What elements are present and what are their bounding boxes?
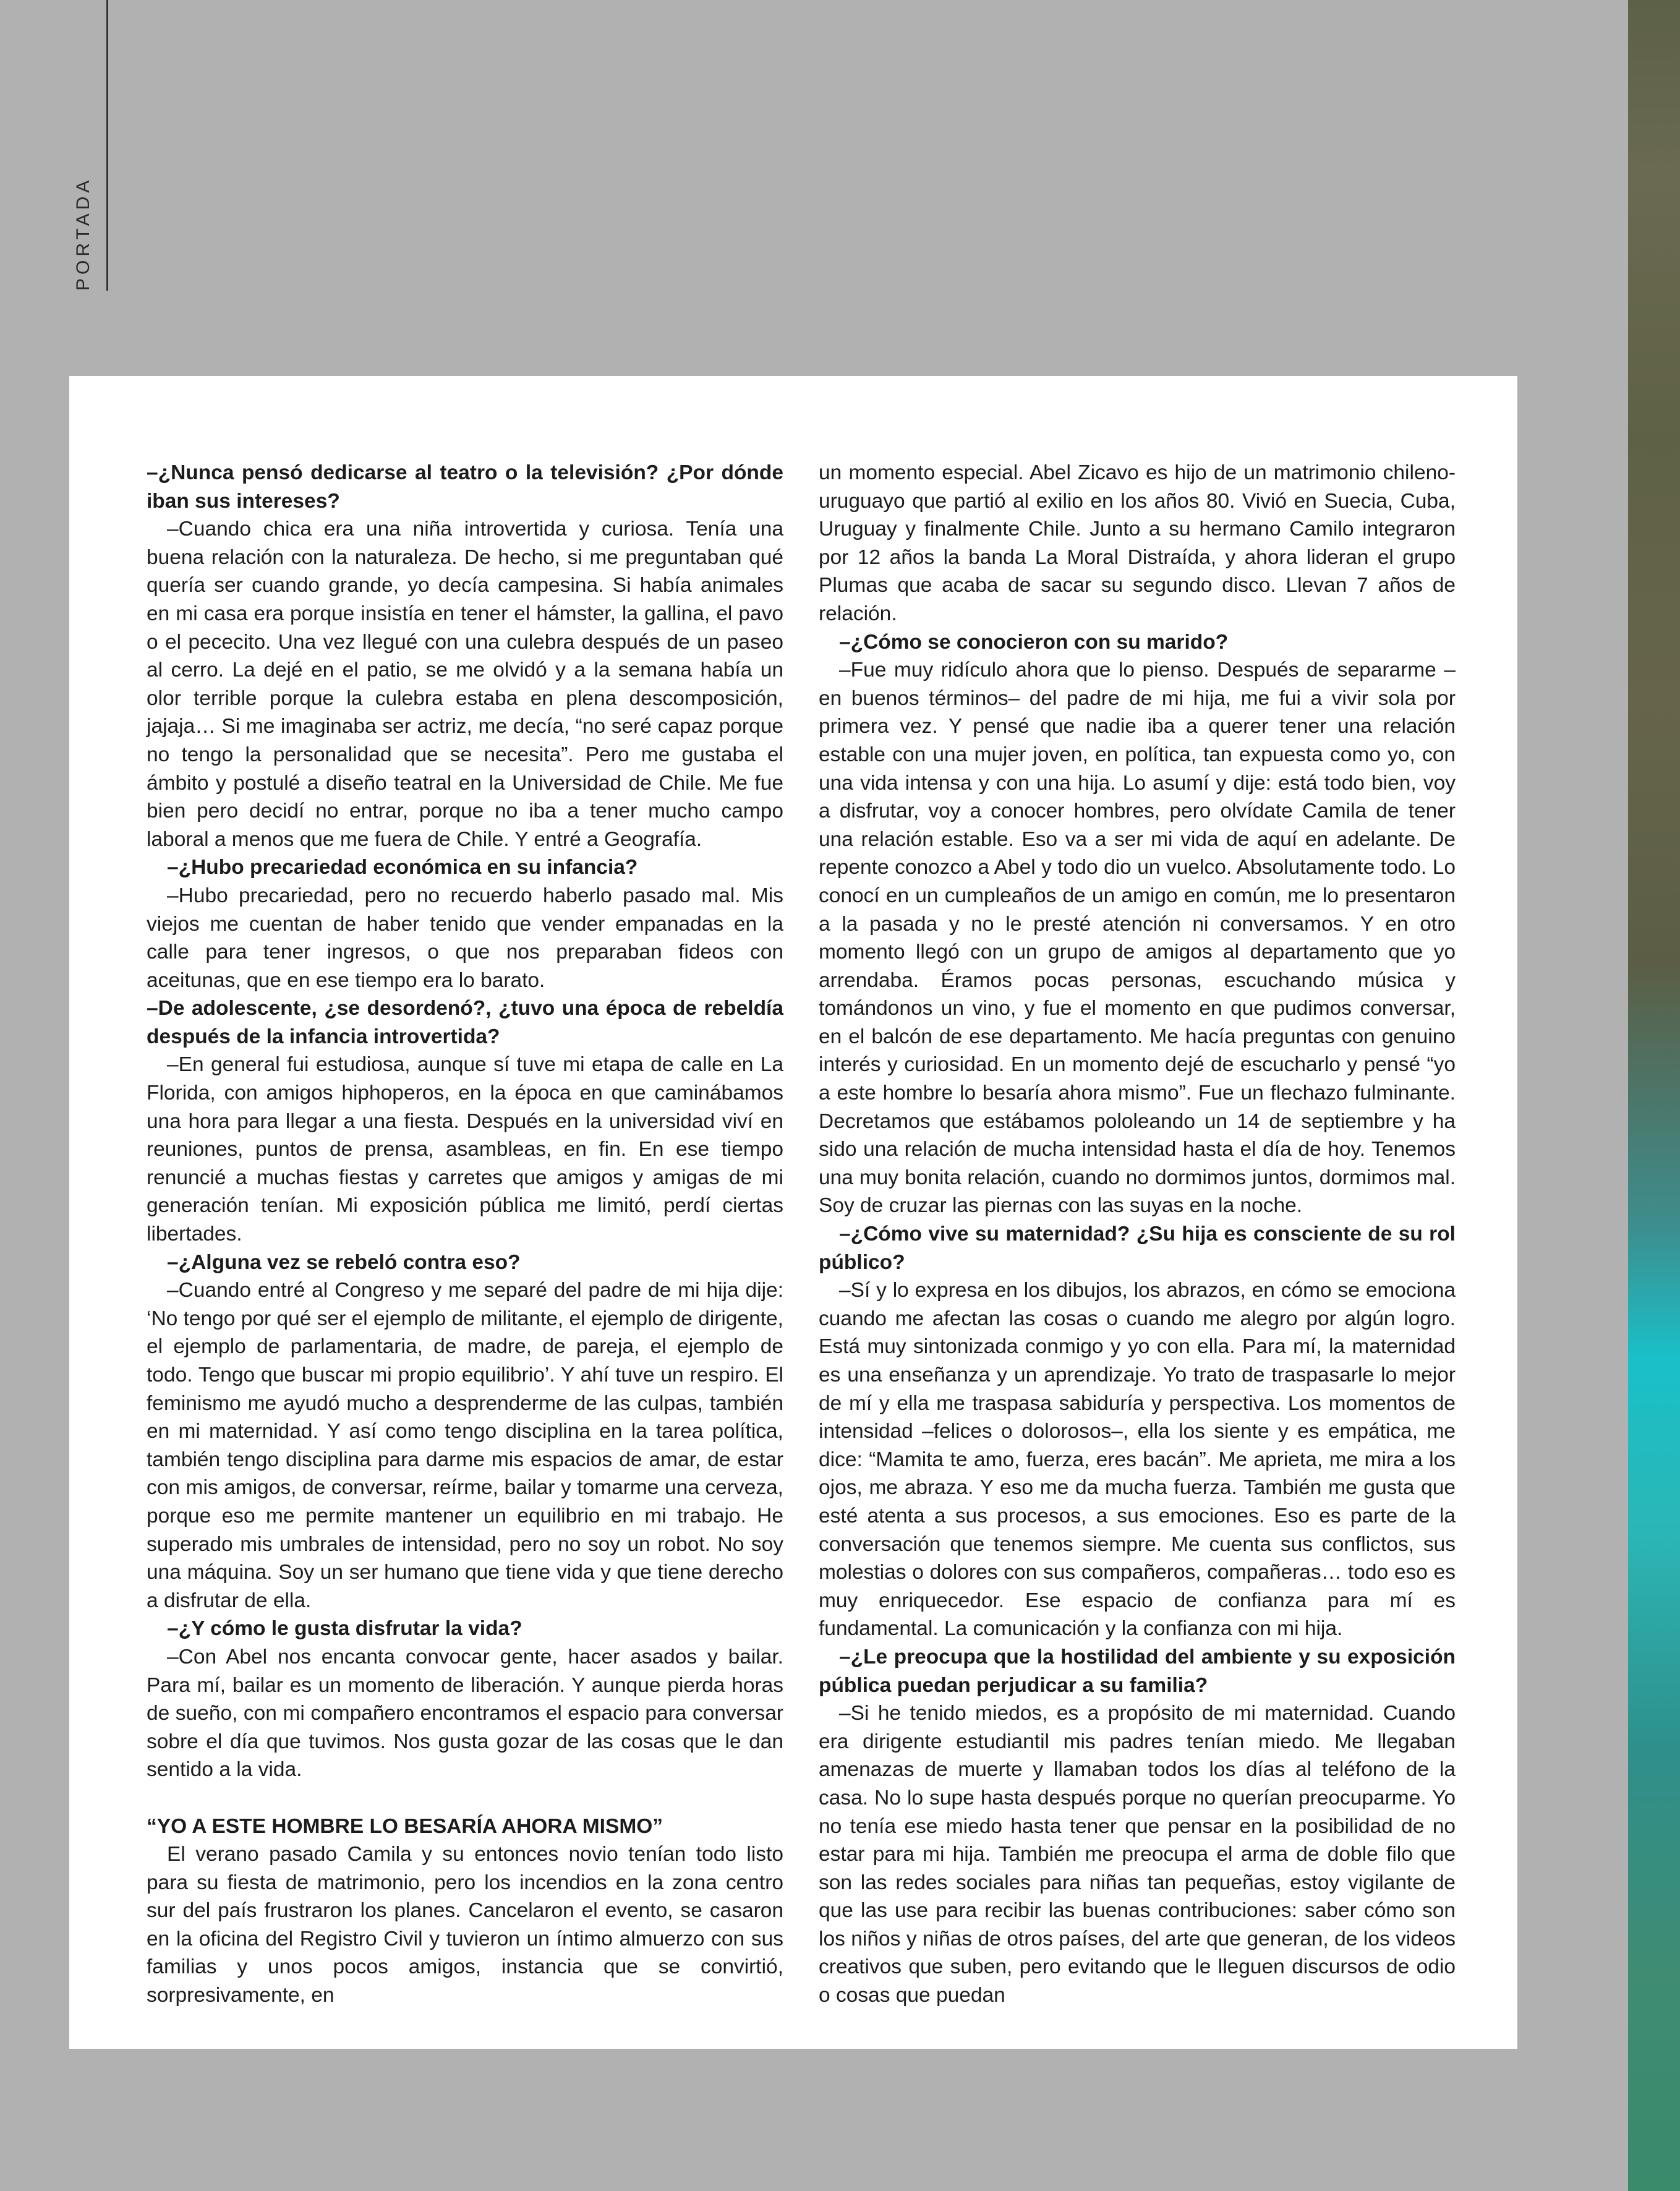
question: –¿Alguna vez se rebeló contra eso? xyxy=(167,1250,521,1274)
answer: –Fue muy ridículo ahora que lo pienso. Después de separarme –en buenos términos– del padre de mi hija, me fui a vivir sola por primera vez. Y pensé que nadie iba a querer tener una relación estable con una mujer joven, en política, tan expuesta como yo, con una vida intensa y con una hija. Lo asumí y dije: está todo bien, voy a disfrutar, voy a conocer hombres, pero olvídate Camila de tener una relación estable. Eso va a ser mi vida de aquí en adelante. De repente conozco a Abel y todo dio un vuelco. Absolutamente todo. Lo conocí en un cumpleaños de un amigo en común, me lo presentaron a la pasada y no le presté atención ni conversamos. Y en otro momento llegó con un grupo de amigos al departamento que yo arrendaba. Éramos pocas personas, escuchando música y tomándonos un vino, y fue el momento en que pudimos conversar, en el balcón de ese departamento. Me hacía preguntas con genuino interés y curiosidad. En un momento dejé de escucharlo y pensé “yo a este hombre lo besaría ahora mismo”. Fue un flechazo fulminante. Decretamos que estábamos pololeando un 14 de septiembre y ha sido una relación de mucha intensidad hasta el día de hoy. Tenemos una muy bonita relación, cuando no dormimos juntos, dormimos mal. Soy de cruzar las piernas con las suyas en la noche. xyxy=(819,659,1456,1218)
answer: –Cuando chica era una niña introvertida y curiosa. Tenía una buena relación con la naturaleza. De hecho, si me preguntaban qué quería ser cuando grande, yo decía campesina. Si había animales en mi casa era porque insistía en tener el hámster, la gallina, el pavo o el pececito. Una vez llegué con una culebra después de un paseo al cerro. La dejé en el patio, se me olvidó y a la semana había un olor terrible porque la culebra estaba en plena descomposición, jajaja… Si me imaginaba ser actriz, me decía, “no seré capaz porque no tengo la personalidad que se necesita”. Pero me gustaba el ámbito y postulé a diseño teatral en la Universidad de Chile. Me fue bien pero decidí no entrar, porque no iba a tener mucho campo laboral a menos que me fuera de Chile. Y entré a Geografía. xyxy=(147,518,783,851)
paragraph: El verano pasado Camila y su entonces novio tenían todo listo para su fiesta de matrimonio, pero los incendios en la zona centro sur del país frustraron los planes. Cancelaron el evento, se casaron en la oficina del Registro Civil y tuvieron un íntimo almuerzo con sus familias y unos pocos amigos, instancia que se convirtió, sorpresivamente, en xyxy=(147,1843,783,2007)
answer: –En general fui estudiosa, aunque sí tuve mi etapa de calle en La Florida, con amigos hiphoperos, en la época en que caminábamos una hora para llegar a una fiesta. Después en la universidad viví en reuniones, puntos de prensa, asambleas, en fin. En ese tiempo renuncié a muchas fiestas y carretes que amigos y amigas de mi generación tenían. Mi exposición pública me limitó, perdí ciertas libertades. xyxy=(147,1053,783,1246)
question: –¿Y cómo le gusta disfrutar la vida? xyxy=(167,1617,522,1641)
article-sheet xyxy=(69,376,1517,2049)
question: –¿Cómo vive su maternidad? ¿Su hija es consciente de su rol público? xyxy=(819,1223,1456,1274)
answer: –Hubo precariedad, pero no recuerdo haberlo pasado mal. Mis viejos me cuentan de haber tenido que vender empanadas en la calle para tener ingresos, o que nos preparaban fideos con aceitunas, que en ese tiempo era lo barato. xyxy=(147,884,783,992)
question: –¿Le preocupa que la hostilidad del ambiente y su exposición pública puedan perjudicar a su familia? xyxy=(819,1645,1456,1697)
question: –¿Cómo se conocieron con su marido? xyxy=(839,630,1229,654)
side-rule xyxy=(106,0,108,291)
photo-edge-strip xyxy=(1628,0,1680,2191)
paragraph-continued: un momento especial. Abel Zicavo es hijo de un matrimonio chileno-uruguayo que partió al exilio en los años 80. Vivió en Suecia, Cuba, Uruguay y finalmente Chile. Junto a su hermano Camilo integraron por 12 años la banda La Moral Distraída, y ahora lideran el grupo Plumas que acaba de sacar su segundo disco. Llevan 7 años de relación. xyxy=(819,461,1456,625)
question: –¿Nunca pensó dedicarse al teatro o la televisión? ¿Por dónde iban sus intereses? xyxy=(147,461,783,513)
left-column xyxy=(147,459,783,2010)
section-label: PORTADA xyxy=(73,176,93,291)
question: –¿Hubo precariedad económica en su infancia? xyxy=(167,856,638,879)
right-column xyxy=(819,459,1456,2010)
answer: –Sí y lo expresa en los dibujos, los abrazos, en cómo se emociona cuando me afectan las cosas o cuando me alegro por algún logro. Está muy sintonizada conmigo y yo con ella. Para mí, la maternidad es una enseñanza y un aprendizaje. Yo trato de traspasarle lo mejor de mí y ella me traspasa sabiduría y perspectiva. Los momentos de intensidad –felices o dolorosos–, ella los siente y es empática, me dice: “Mamita te amo, fuerza, eres bacán”. Me aprieta, me mira a los ojos, me abraza. Y eso me da mucha fuerza. También me gusta que esté atenta a sus procesos, a sus emociones. Eso es parte de la conversación que tenemos siempre. Me cuenta sus conflictos, sus molestias o dolores con sus compañeros, compañeras… todo eso es muy enriquecedor. Ese espacio de confianza para mí es fundamental. La comunicación y la confianza con mi hija. xyxy=(819,1279,1456,1641)
section-heading: “YO A ESTE HOMBRE LO BESARÍA AHORA MISMO” xyxy=(147,1814,663,1838)
answer: –Con Abel nos encanta convocar gente, hacer asados y bailar. Para mí, bailar es un momento de liberación. Y aunque pierda horas de sueño, con mi compañero encontramos el espacio para conversar sobre el día que tuvimos. Nos gusta gozar de las cosas que le dan sentido a la vida. xyxy=(147,1645,783,1782)
answer: –Si he tenido miedos, es a propósito de mi maternidad. Cuando era dirigente estudiantil mis padres tenían miedo. Me llegaban amenazas de muerte y llamaban todos los días al teléfono de la casa. No lo supe hasta después porque no querían preocuparme. Yo no tenía ese miedo hasta tener que pensar en la posibilidad de no estar para mi hija. También me preocupa el arma de doble filo que son las redes sociales para niñas tan pequeñas, estoy vigilante de que las use para recibir las buenas contribuciones: saber cómo son los niños y niñas de otros países, del arte que generan, de los videos creativos que suben, pero evitando que le lleguen discursos de odio o cosas que puedan xyxy=(819,1702,1456,2007)
question: –De adolescente, ¿se desordenó?, ¿tuvo una época de rebeldía después de la infancia introvertida? xyxy=(147,997,783,1048)
answer: –Cuando entré al Congreso y me separé del padre de mi hija dije: ‘No tengo por qué ser el ejemplo de militante, el ejemplo de dirigente, el ejemplo de parlamentaria, de madre, de pareja, el ejemplo de todo. Tengo que buscar mi propio equilibrio’. Y ahí tuve un respiro. El feminismo me ayudó mucho a desprenderme de las culpas, también en mi maternidad. Y así como tengo disciplina en la tarea política, también tengo disciplina para darme mis espacios de amar, de estar con mis amigos, de conversar, reírme, bailar y tomarme una cerveza, porque eso me permite mantener un equilibrio en mi trabajo. He superado mis umbrales de intensidad, pero no soy un robot. No soy una máquina. Soy un ser humano que tiene vida y que tiene derecho a disfrutar de ella. xyxy=(147,1279,783,1612)
